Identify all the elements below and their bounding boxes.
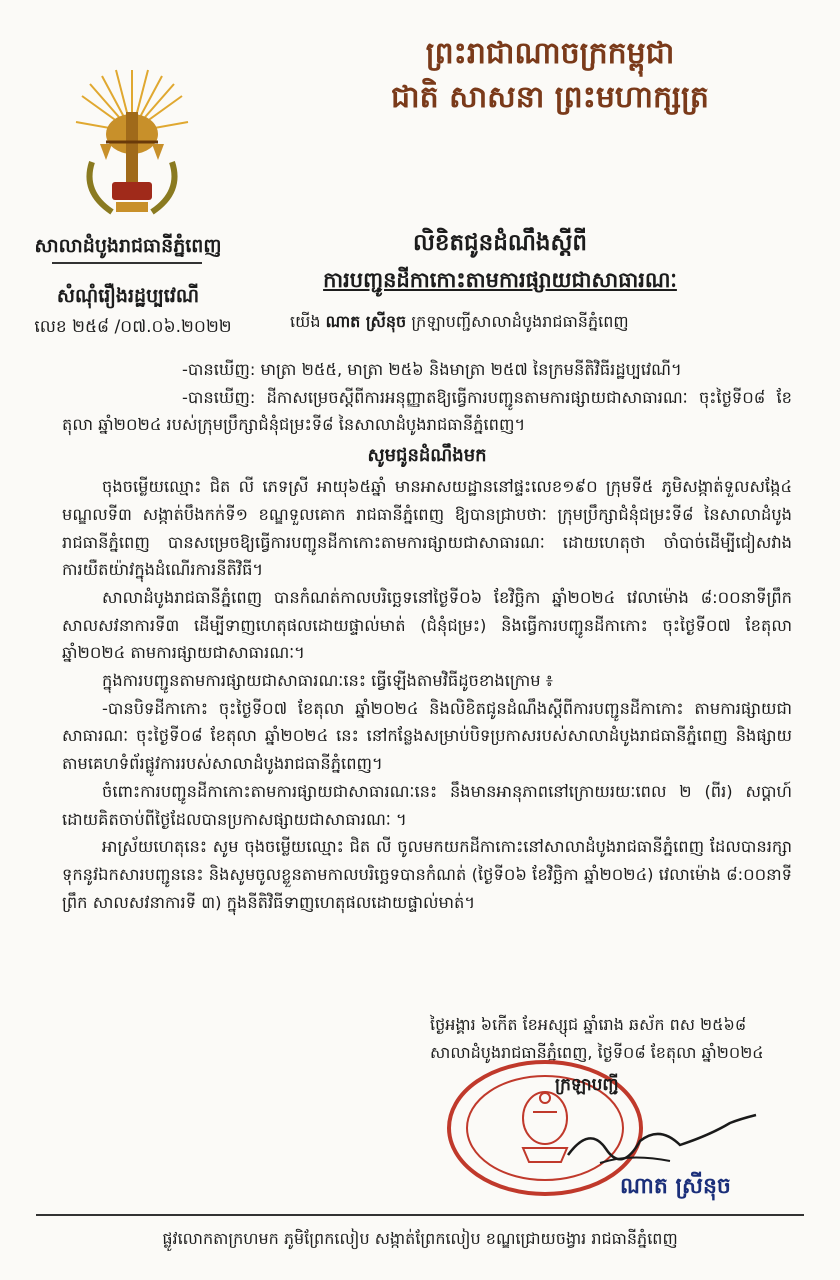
solar-date: សាលាដំបូងរាជធានីភ្នំពេញ, ថ្ងៃទី០៨ ខែតុលា ឆ្នាំ២០២៤: [430, 1043, 764, 1062]
lunar-date: ថ្ងៃអង្គារ ៦កើត ខែអស្សុជ ឆ្នាំរោង ឆស័ក ពស ២៥៦៨: [430, 1015, 747, 1034]
document-title: លិខិតជូនដំណឹងស្តីពី: [412, 230, 588, 256]
seen-clause-2: -បានឃើញ: ដីកាសម្រេចស្តីពីការអនុញ្ញាតឱ្យធ្វើការបញ្ជូនតាមការផ្សាយជាសាធារណៈ ចុះថ្ងៃទី០៨ ខែតុលា ឆ្នាំ២០២៤ របស់ក្រុមប្រឹក្សាជំនុំជម្រះទី៨ នៃសាលាដំបូងរាជធានីភ្នំពេញ។: [62, 387, 792, 435]
kingdom-header: [340, 32, 760, 120]
intro-line: [290, 308, 810, 336]
court-emblem-icon: [72, 62, 192, 232]
footer-divider: [36, 1214, 804, 1216]
paragraph-defendant: ចុងចម្លើយឈ្មោះ ជិត លី ភេទស្រី អាយុ៦៥ឆ្នាំ មានអាសយដ្ឋាននៅផ្ទះលេខ១៩០ ក្រុមទី៥ ភូមិសង្កាត់ទួលសង្កែ៤ មណ្ឌលទី៣ សង្កាត់បឹងកក់ទី១ ខណ្ឌទួលគោក រាជធានីភ្នំពេញ ឱ្យបានជ្រាបថាៈ ក្រុមប្រឹក្សាជំនុំជម្រះទី៨ នៃសាលាដំបូងរាជធានីភ្នំពេញ បានសម្រេចឱ្យធ្វើការបញ្ជូនដីកាកោះតាមការផ្សាយជាសាធារណៈ ដោយហេតុថា ចាំបាច់ដើម្បីជៀសវាងការយឺតយ៉ាវក្នុងដំណើរការនីតិវិធី។: [62, 477, 792, 580]
document-body: [62, 356, 792, 916]
paragraph-effect: ចំពោះការបញ្ជូនដីកាកោះតាមការផ្សាយជាសាធារណៈនេះ នឹងមានអានុភាពនៅក្រោយរយៈពេល ២ (ពីរ) សប្តាហ៍ ដោយគិតចាប់ពីថ្ងៃដែលបានប្រកាសផ្សាយជាសាធារណៈ ។: [62, 781, 792, 829]
notice-heading: សូមជូនដំណឹងមក: [367, 445, 487, 467]
signer-name: ណាត ស្រីនុច: [620, 1174, 731, 1199]
paragraph-request: អាស្រ័យហេតុនេះ សូម ចុងចម្លើយឈ្មោះ ជិត លី ចូលមកយកដីកាកោះនៅសាលាដំបូងរាជធានីភ្នំពេញ ដែលបានរក្សាទុកនូវឯកសារបញ្ជូននេះ និងសូមចូលខ្លួនតាមកាលបរិច្ឆេទបានកំណត់ (ថ្ងៃទី០៦ ខែវិច្ឆិកា ឆ្នាំ២០២៤) វេលាម៉ោង ៨:០០នាទីព្រឹក សាលសវនាការទី ៣) ក្នុងនីតិវិធីទាញហេតុផលដោយផ្ទាល់មាត់។: [62, 837, 792, 912]
seen-clause-1: -បានឃើញ: មាត្រា ២៥៥, មាត្រា ២៥៦ និងមាត្រា ២៥៧ នៃក្រមនីតិវិធីរដ្ឋប្បវេណី។: [182, 360, 682, 379]
court-name: សាលាដំបូងរាជធានីភ្នំពេញ: [34, 235, 222, 257]
footer-address: ផ្លូវលោកតាក្រហមក ភូមិព្រែកលៀប សង្កាត់ព្រែកលៀប ខណ្ឌជ្រោយចង្វារ រាជធានីភ្នំពេញ: [162, 1229, 678, 1248]
case-office: សំណុំរឿងរដ្ឋប្បវេណី: [56, 285, 200, 307]
kingdom-title: ព្រះរាជាណាចក្រកម្ពុជា: [425, 36, 675, 71]
intro-prefix: យើង: [290, 312, 321, 331]
paragraph-method: ក្នុងការបញ្ជូនតាមការផ្សាយជាសាធារណៈនេះ ធ្វើឡើងតាមវិធីដូចខាងក្រោម ៖: [102, 671, 553, 691]
signature-icon: [560, 1105, 760, 1175]
court-name-underline: [52, 262, 202, 264]
signer-title: ក្រឡាបញ្ជី: [555, 1075, 619, 1095]
reference-number: លេខ ២៥៨ /០៧.០៦.២០២២: [34, 317, 232, 337]
paragraph-posting: -បានបិទដីកាកោះ ចុះថ្ងៃទី០៧ ខែតុលា ឆ្នាំ២០២៤ និងលិខិតជូនដំណឹងស្តីពីការបញ្ជូនដីកាកោះ តាមការផ្សាយជាសាធារណៈ ចុះថ្ងៃទី០៨ ខែតុលា ឆ្នាំ២០២៤ នេះ នៅកន្លែងសម្រាប់បិទប្រកាសរបស់សាលាដំបូងរាជធានីភ្នំពេញ និងផ្សាយតាមគេហទំព័រផ្លូវការរបស់សាលាដំបូងរាជធានីភ្នំពេញ។: [62, 698, 792, 774]
intro-name: ណាត ស្រីនុច: [325, 312, 407, 331]
national-motto: ជាតិ សាសនា ព្រះមហាក្សត្រ: [391, 80, 709, 115]
document-subtitle: ការបញ្ជូនដីកាកោះតាមការផ្សាយជាសាធារណៈ: [323, 268, 677, 292]
paragraph-hearing-date: សាលាដំបូងរាជធានីភ្នំពេញ បានកំណត់កាលបរិច្ឆេទនៅថ្ងៃទី០៦ ខែវិច្ឆិកា ឆ្នាំ២០២៤ វេលាម៉ោង ៨:០០នាទីព្រឹក សាលសវនាការទី៣ ដើម្បីទាញហេតុផលដោយផ្ទាល់មាត់ (ជំនុំជម្រះ) និងធ្វើការបញ្ជូនដីកាកោះ ចុះថ្ងៃទី០៧ ខែតុលា ឆ្នាំ២០២៤ តាមការផ្សាយជាសាធារណៈ។: [62, 587, 792, 663]
intro-role: ក្រឡាបញ្ជីសាលាដំបូងរាជធានីភ្នំពេញ: [411, 312, 629, 331]
